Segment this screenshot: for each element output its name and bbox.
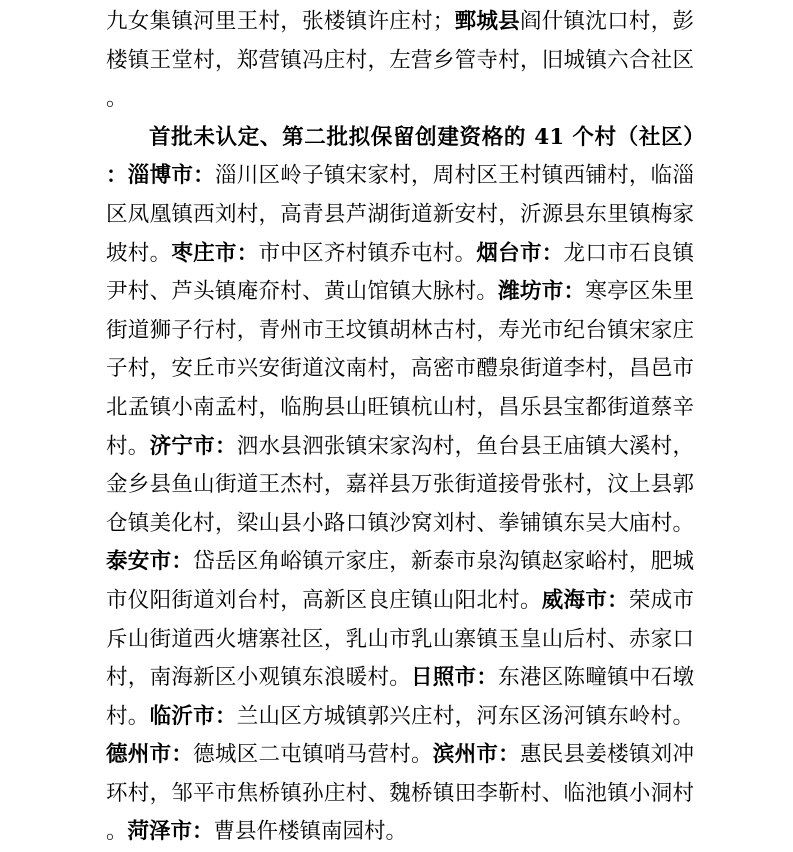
- text-run: 淄川区岭子镇宋家村，周村区王村镇西铺村，临淄区凤凰镇西刘村，高青县芦湖街道新安村，沂源县东里镇梅家坡村。: [106, 163, 694, 266]
- city-label-taian: 泰安市：: [106, 549, 194, 575]
- city-label-jining: 济宁市：: [149, 433, 237, 459]
- section-heading: 首批未认定、第二批拟保留创建资格的 41 个村（社区）：淄博市：: [106, 124, 694, 189]
- city-label-linyi: 临沂市：: [149, 703, 237, 729]
- text-run: 岱岳区角峪镇亓家庄，新泰市泉沟镇赵家峪村，肥城市仪阳街道刘台村，高新区良庄镇山阳北村。: [106, 549, 694, 613]
- city-label-yantai: 烟台市：: [476, 240, 564, 266]
- city-label-weifang: 潍坊市：: [498, 279, 586, 305]
- city-label-rizhao: 日照市：: [411, 665, 499, 691]
- text-run: 惠民县姜楼镇刘冲环村，邹平市焦桥镇孙庄村、魏桥镇田李靳村、临池镇小洞村。: [106, 742, 694, 845]
- text-run: 荣成市斥山街道西火塘寨社区，乳山市乳山寨镇玉皇山后村、赤家口村，南海新区小观镇东浪暖村。: [106, 587, 694, 691]
- city-label-binzhou: 滨州市：: [432, 742, 520, 768]
- text-run: 德城区二屯镇哨马营村。: [193, 742, 433, 768]
- text-run: 九女集镇河里王村，张楼镇许庄村；: [106, 9, 455, 34]
- city-label-weihai: 威海市：: [541, 587, 629, 613]
- city-label-zaozhuang: 枣庄市：: [171, 240, 259, 266]
- city-label-heze: 菏泽市：: [127, 819, 214, 845]
- text-run: 阎什镇沈口村，彭楼镇王堂村，郑营镇冯庄村，左营乡管寺村，旧城镇六合社区。: [106, 9, 694, 112]
- paragraph-1: [106, 3, 694, 119]
- text-run: 兰山区方城镇郭兴庄村，河东区汤河镇东岭村。: [236, 703, 694, 729]
- text-run: 龙口市石良镇尹村、芦头镇庵夼村、黄山馆镇大脉村。: [106, 240, 694, 305]
- text-run: 泗水县泗张镇宋家沟村，鱼台县王庙镇大溪村，金乡县鱼山街道王杰村，嘉祥县万张街道接骨张村，汶上县郭仓镇美化村，梁山县小路口镇沙窝刘村、拳铺镇东吴大庙村。: [106, 433, 694, 536]
- city-label-dezhou: 德州市：: [106, 742, 194, 768]
- text-run: 东港区陈疃镇中石墩村。: [106, 665, 694, 729]
- paragraph-2: [106, 119, 694, 852]
- text-run: 曹县仵楼镇南园村。: [213, 819, 408, 845]
- text-run: 寒亭区朱里街道狮子行村，青州市王坟镇胡林古村，寿光市纪台镇宋家庄子村，安丘市兴安街道汶南村，高密市醴泉街道李村，昌邑市北孟镇小南孟村，临朐县山旺镇杭山村，昌乐县宝都街道蔡辛村。: [106, 279, 694, 459]
- document-page: [106, 3, 694, 852]
- text-run: 市中区齐村镇乔屯村。: [258, 240, 477, 266]
- county-label-juancheng: 鄄城县: [454, 9, 520, 34]
